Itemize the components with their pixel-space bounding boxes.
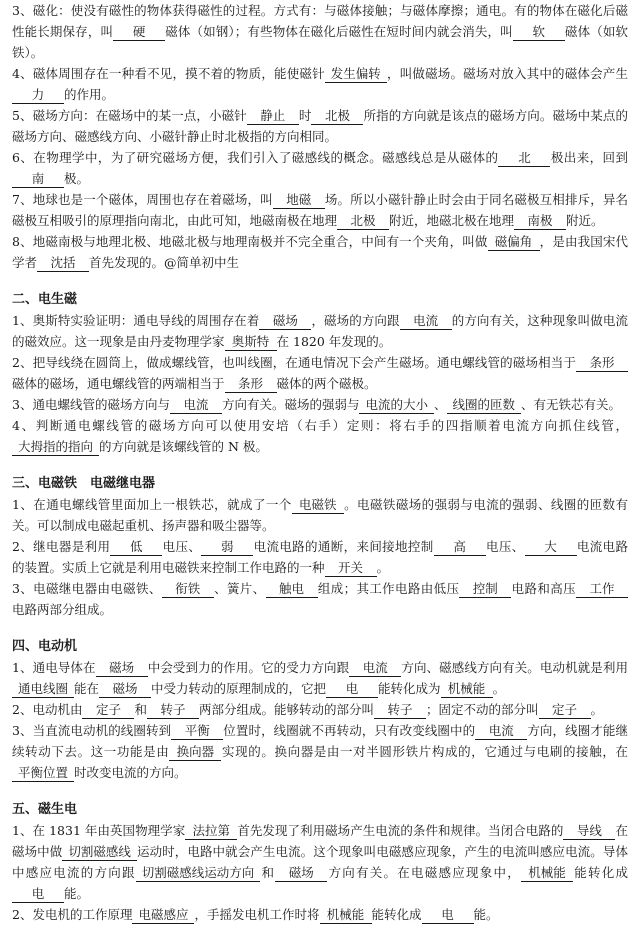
text-run: 位置时，线圈就不再转动，只有改变线圈中的	[223, 723, 476, 738]
answer-blank: 地磁	[273, 191, 325, 209]
text-run: 首先发现的。@简单初中生	[89, 255, 240, 270]
text-run: 中受力转动的原理制成的，它把	[151, 681, 327, 696]
para-motor-principle	[12, 657, 628, 699]
text-run: 电路和高压	[511, 581, 576, 596]
para-solenoid	[12, 352, 628, 394]
text-run: 2、电动机由	[12, 702, 83, 717]
answer-blank: 电流	[349, 659, 401, 677]
para-magnetic-field	[12, 63, 628, 105]
answer-blank: 机械能	[441, 680, 493, 698]
para-relay-structure	[12, 578, 628, 620]
text-run: 和	[134, 702, 147, 717]
text-run: 能转化成为	[378, 681, 441, 696]
para-field-direction	[12, 105, 628, 147]
answer-blank: 电	[12, 885, 64, 903]
answer-blank: 法拉第	[185, 822, 237, 840]
text-run: 首先发现了利用磁场产生电流的条件和规律。当闭合电路的	[237, 823, 564, 838]
text-run: 时	[298, 108, 312, 123]
text-run: 运动时，电路中就会产生电流。这个现象叫电磁感应现象，产生的电流叫感应电流。导体中感应电流的方向跟	[12, 844, 628, 880]
text-run: 。	[492, 681, 506, 696]
text-run: 在磁场中做	[12, 823, 628, 859]
answer-blank: 电磁感应	[132, 906, 194, 924]
answer-blank: 切割磁感线运动方向	[136, 864, 261, 882]
answer-blank: 换向器	[169, 743, 221, 761]
para-ampere-rule	[12, 415, 628, 457]
text-run: 能在	[74, 681, 100, 696]
section-title-motor: 四、电动机	[12, 639, 78, 654]
text-run: 电路两部分组成。	[12, 602, 113, 617]
para-electromagnet	[12, 494, 628, 536]
answer-blank: 转子	[147, 701, 199, 719]
para-relay	[12, 536, 628, 578]
para-earth-magnetism	[12, 189, 628, 231]
answer-blank: 定子	[539, 701, 591, 719]
text-run: ，是由我国宋代学者	[12, 234, 628, 270]
answer-blank: 弱	[201, 538, 253, 556]
answer-blank: 磁偏角	[488, 233, 540, 251]
para-generator	[12, 904, 628, 925]
para-declination	[12, 231, 628, 273]
answer-blank: 机械能	[521, 864, 573, 882]
answer-blank: 北	[498, 149, 550, 167]
para-motor-parts	[12, 699, 628, 720]
answer-blank: 软	[513, 23, 565, 41]
answer-blank: 开关	[325, 559, 377, 577]
answer-blank: 电流	[400, 312, 452, 330]
text-run: 组成；其工作电路由低压	[317, 581, 460, 596]
text-run: 的作用。	[64, 87, 115, 102]
text-run: 能。	[473, 907, 499, 922]
text-run: 方向，线圈才能继续转动下去。这一功能是由	[12, 723, 628, 759]
text-run: 5、磁场方向：在磁场中的某一点，小磁针	[12, 108, 247, 123]
answer-blank: 条形	[576, 354, 628, 372]
text-run: 1、奥斯特实验证明：通电导线的周围存在着	[12, 313, 260, 328]
answer-blank: 平衡位置	[12, 764, 74, 782]
text-run: 电流电路的装置。实质上它就是利用电磁铁来控制工作电路的一种	[12, 539, 628, 575]
answer-blank: 机械能	[320, 906, 372, 924]
text-run: 3、电磁继电器由电磁铁、	[12, 581, 162, 596]
answer-blank: 大拇指的指向	[12, 438, 99, 456]
answer-blank: 电	[326, 680, 378, 698]
answer-blank: 导线	[563, 822, 615, 840]
para-magnetization	[12, 0, 628, 63]
answer-blank: 静止	[247, 107, 299, 125]
answer-blank: 南	[12, 170, 64, 188]
text-run: 的方向有关，这种现象叫做电流的磁效应。这一现象是由丹麦物理学家	[12, 313, 628, 349]
text-run: 2、继电器是利用	[12, 539, 111, 554]
para-field-lines	[12, 147, 628, 189]
text-run: 两部分组成。能够转动的部分叫	[198, 702, 374, 717]
text-run: 8、地磁南极与地理北极、地磁北极与地理南极并不完全重合，中间有一个夹角，叫做	[12, 234, 488, 249]
text-run: 1、在通电螺线管里面加上一根铁芯，就成了一个	[12, 497, 292, 512]
text-run: 7、地球也是一个磁体，周围也存在着磁场，叫	[12, 192, 273, 207]
text-run: 的方向就是该螺线管的 N 极。	[99, 439, 268, 454]
text-run: 1、通电导体在	[12, 660, 96, 675]
text-run: 极出来，回到	[550, 150, 628, 165]
text-run: 磁体的两个磁极。	[276, 376, 377, 391]
text-run: 磁体的磁场，通电螺线管的两端相当于	[12, 376, 225, 391]
text-run: 。电磁铁磁场的强弱与电流的强弱、线圈的匝数有关。可以制成电磁起重机、扬声器和吸尘器等。	[12, 497, 628, 533]
text-run: 能转化成	[572, 865, 628, 880]
answer-blank: 奥斯特	[225, 333, 277, 351]
answer-blank: 控制	[459, 580, 511, 598]
answer-blank: 磁场	[99, 680, 151, 698]
text-run: 、	[434, 397, 447, 412]
answer-blank: 沈括	[37, 254, 89, 272]
text-run: 1、在 1831 年由英国物理学家	[12, 823, 186, 838]
text-run: 和	[260, 865, 276, 880]
answer-blank: 通电线圈	[12, 680, 74, 698]
answer-blank: 发生偏转	[325, 65, 387, 83]
text-run: 所指的方向就是该点的磁场方向。磁场中某点的磁场方向、磁感线方向、小磁针静止时北极指的方向相同。	[12, 108, 628, 144]
answer-blank: 南极	[514, 212, 566, 230]
text-run: 在 1820 年发现的。	[276, 334, 392, 349]
text-run: 方向有关。在电磁感应现象中，	[327, 865, 521, 880]
answer-blank: 北极	[337, 212, 389, 230]
text-run: 极。	[64, 171, 90, 186]
text-run: 。	[590, 702, 604, 717]
text-run: 附近。	[566, 213, 604, 228]
answer-blank: 大	[525, 538, 577, 556]
text-run: 3、磁化：使没有磁性的物体获得磁性的过程。方式有：与磁体接触；与磁体摩擦；通电。有的物体在磁化后磁性能长期保存，叫	[12, 3, 628, 39]
answer-blank: 低	[110, 538, 162, 556]
answer-blank: 高	[434, 538, 486, 556]
para-solenoid-direction	[12, 394, 628, 415]
text-run: 场。所以小磁针静止时会由于同名磁极互相排斥，异名磁极互相吸引的原理指向南北，由此可知，地磁南极在地理	[12, 192, 628, 228]
answer-blank: 磁场	[96, 659, 148, 677]
answer-blank: 电磁铁	[292, 496, 344, 514]
text-run: 6、在物理学中，为了研究磁场方便，我们引入了磁感线的概念。磁感线总是从磁体的	[12, 150, 499, 165]
para-oersted	[12, 310, 628, 352]
text-run: 电流电路的通断，来间接地控制	[253, 539, 434, 554]
answer-blank: 电流	[475, 722, 527, 740]
text-run: 电压、	[485, 539, 525, 554]
answer-blank: 电流	[170, 396, 222, 414]
text-run: 附近，地磁北极在地理	[389, 213, 515, 228]
answer-blank: 线圈的匝数	[447, 396, 522, 414]
text-run: 、有无铁芯有关。	[521, 397, 622, 412]
answer-blank: 平衡	[171, 722, 223, 740]
text-run: ，叫做磁场。磁场对放入其中的磁体会产生	[386, 66, 628, 81]
text-run: 方向、磁感线方向有关。电动机就是利用	[401, 660, 628, 675]
para-commutator	[12, 720, 628, 783]
text-run: 4、磁体周围存在一种看不见，摸不着的物质，能使磁针	[12, 66, 325, 81]
answer-blank: 磁场	[275, 864, 327, 882]
text-run: ，手摇发电机工作时将	[194, 907, 320, 922]
text-run: 、簧片、	[213, 581, 266, 596]
text-run: 能。	[64, 886, 90, 901]
answer-blank: 转子	[374, 701, 426, 719]
text-run: ，磁场的方向跟	[311, 313, 400, 328]
text-run: 磁体（如软铁）。	[12, 24, 628, 60]
answer-blank: 定子	[82, 701, 134, 719]
section-title-electricity-to-magnetism: 二、电生磁	[12, 292, 78, 307]
answer-blank: 电流的大小	[359, 396, 434, 414]
text-run: 中会受到力的作用。它的受力方向跟	[147, 660, 350, 675]
answer-blank: 触电	[266, 580, 318, 598]
answer-blank: 工作	[576, 580, 628, 598]
text-run: 能转化成	[371, 907, 422, 922]
section-title-electromagnet-relay: 三、电磁铁 电磁继电器	[12, 476, 156, 491]
answer-blank: 磁场	[259, 312, 311, 330]
text-run: 方向有关。磁场的强弱与	[221, 397, 360, 412]
answer-blank: 力	[12, 86, 64, 104]
para-faraday	[12, 820, 628, 904]
answer-blank: 硬	[113, 23, 165, 41]
text-run: 实现的。换向器是由一对半圆形铁片构成的，它通过与电刷的接触，在	[221, 744, 628, 759]
answer-blank: 条形	[225, 375, 277, 393]
text-run: 3、当直流电动机的线圈转到	[12, 723, 172, 738]
text-run: ；固定不动的部分叫	[425, 702, 539, 717]
answer-blank: 切割磁感线	[62, 843, 137, 861]
text-run: 4、判断通电螺线管的磁场方向可以使用安培（右手）定则：将右手的四指顺着电流方向抓住线管，	[12, 418, 628, 433]
answer-blank: 北极	[311, 107, 363, 125]
text-run: 2、发电机的工作原理	[12, 907, 133, 922]
text-run: 电压、	[162, 539, 202, 554]
section-title-magnetism-to-electricity: 五、磁生电	[12, 802, 78, 817]
text-run: 磁体（如钢）；有些物体在磁化后磁性在短时间内就会消失，叫	[165, 24, 513, 39]
answer-blank: 电	[422, 906, 474, 924]
text-run: 2、把导线绕在圆筒上，做成螺线管，也叫线圈，在通电情况下会产生磁场。通电螺线管的磁场相当于	[12, 355, 576, 370]
text-run: 。	[376, 560, 390, 575]
text-run: 3、通电螺线管的磁场方向与	[12, 397, 170, 412]
answer-blank: 衔铁	[162, 580, 214, 598]
text-run: 时改变电流的方向。	[74, 765, 187, 780]
